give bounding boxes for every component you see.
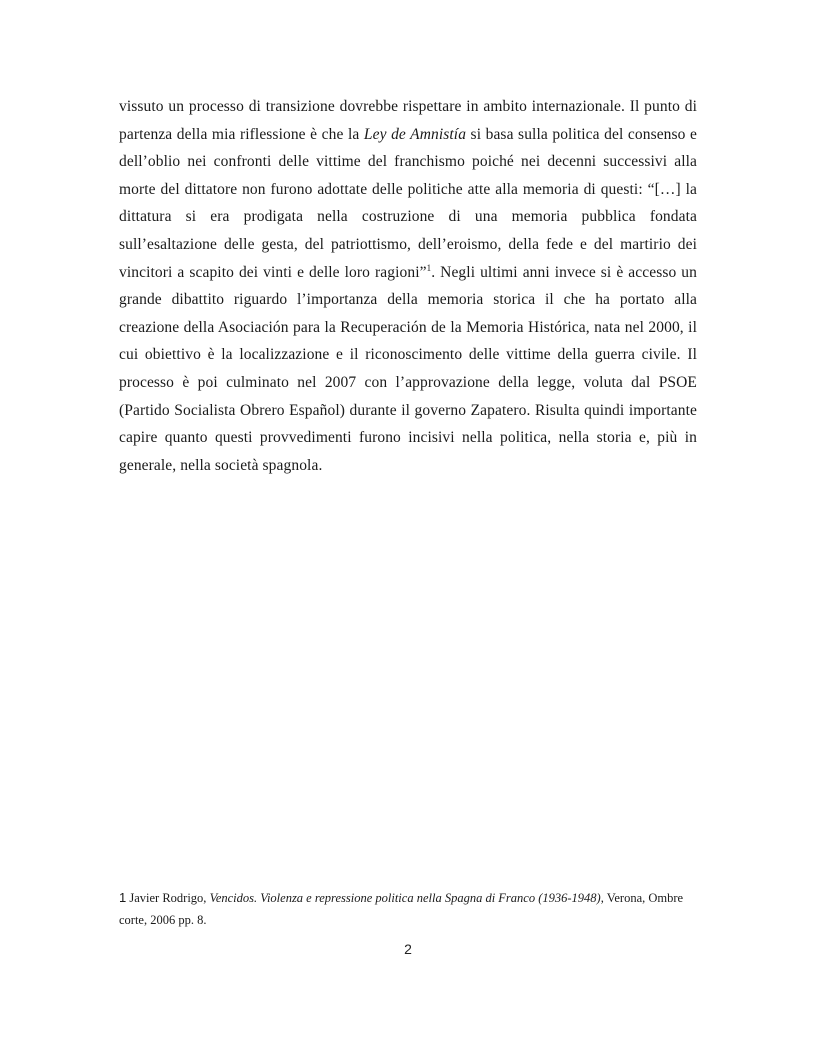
body-paragraph [119,93,697,479]
footnote-publication: , Verona, Ombre corte, 2006 pp. 8. [119,891,684,927]
footnote-book-title: Vencidos. Violenza e repressione politica nella Spagna di Franco (1936-1948) [209,891,601,905]
footnote-author: Javier Rodrigo, [126,891,210,905]
footnote-reference[interactable]: 1 [426,262,432,273]
paragraph-text-part-2: si basa sulla politica del consenso e dell’oblio nei confronti delle vittime del franchismo poiché nei decenni successivi alla morte del dittatore non furono adottate delle politiche atte alla memoria di questi: “[…] la dittatura si era prodigata nella costruzione di una memoria pubblica fondata sull’esaltazione delle gesta, del patriottismo, dell’eroismo, della fede e del martirio dei vincitori a scapito dei vinti e delle loro ragioni” [119,125,698,281]
ley-de-amnistia-title: Ley de Amnistía [363,125,467,143]
footnote [119,887,697,931]
paragraph-text-part-1: vissuto un processo di transizione dovrebbe rispettare in ambito internazionale. Il punto di partenza della mia riflessione è che la [119,98,697,143]
footnote-number: 1 [119,890,127,905]
paragraph [119,93,697,479]
paragraph-text-part-3: . Negli ultimi anni invece si è accesso un grande dibattito riguardo l’importanza della memoria storica il che ha portato alla creazione della Asociación para la Recuperación de la Memoria Histórica, nata nel 2000, il cui obiettivo è la localizzazione e il riconoscimento delle vittime della guerra civile. Il processo è poi culminato nel 2007 con l’approvazione della legge, voluta dal PSOE (Partido Socialista Obrero Español) durante il governo Zapatero. Risulta quindi importante capire quanto questi provvedimenti furono incisivi nella politica, nella storia e, più in generale, nella società spagnola. [119,263,697,474]
page-number: 2 [404,941,412,957]
